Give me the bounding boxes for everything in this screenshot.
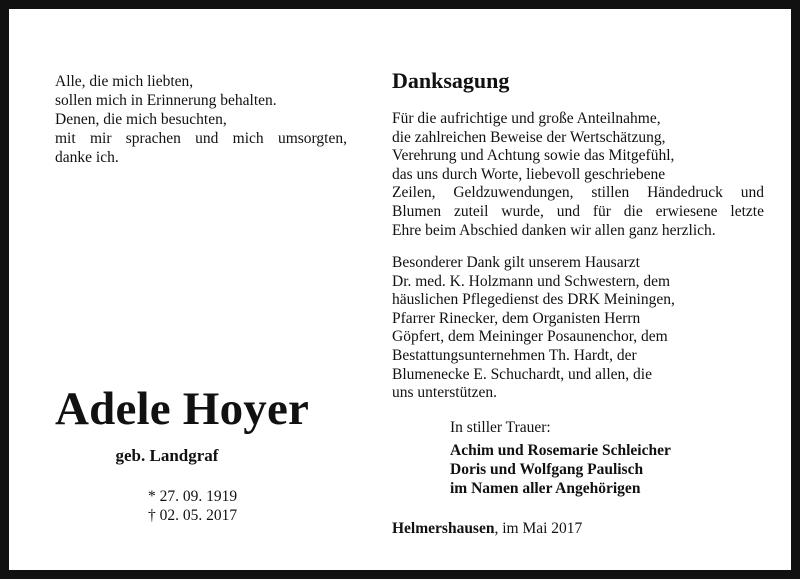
birth-date: * 27. 09. 1919 bbox=[148, 488, 238, 505]
mourner-name: Achim und Rosemarie Schleicher bbox=[450, 442, 671, 459]
death-date: † 02. 05. 2017 bbox=[148, 507, 238, 524]
text-line: Besonderer Dank gilt unserem Hausarzt bbox=[392, 254, 640, 271]
poem-line: danke ich. bbox=[55, 149, 119, 166]
text-line: Ehre beim Abschied danken wir allen ganz herzlich. bbox=[392, 221, 716, 239]
poem-line: sollen mich in Erinnerung behalten. bbox=[55, 92, 277, 109]
poem-line: mit mir sprachen und mich umsorgten, bbox=[55, 130, 347, 147]
thanks-title: Danksagung bbox=[392, 68, 510, 93]
maiden-name: geb. Landgraf bbox=[115, 446, 219, 465]
text-line: Verehrung und Achtung sowie das Mitgefühl, bbox=[392, 147, 675, 165]
memorial-poem bbox=[55, 72, 347, 167]
poem-line: Alle, die mich liebten, bbox=[55, 73, 194, 90]
place-name: Helmershausen bbox=[392, 520, 495, 537]
thanks-paragraph-1 bbox=[392, 110, 764, 240]
text-line: häuslichen Pflegedienst des DRK Meiningen, bbox=[392, 291, 675, 309]
signoff-date: , im Mai 2017 bbox=[494, 520, 583, 537]
text-line: Pfarrer Rinecker, dem Organisten Herrn bbox=[392, 309, 641, 327]
mourner-name: Doris und Wolfgang Paulisch bbox=[450, 461, 644, 478]
text-line: Dr. med. K. Holzmann und Schwestern, dem bbox=[392, 272, 671, 290]
text-line: Blumenecke E. Schuchardt, und allen, die bbox=[392, 365, 652, 383]
text-line: Göpfert, dem Meininger Posaunenchor, dem bbox=[392, 328, 668, 346]
life-dates bbox=[148, 487, 237, 525]
text-line: Blumen zuteil wurde, und für die erwiesene letzte bbox=[392, 202, 764, 220]
text-line: Zeilen, Geldzuwendungen, stillen Händedruck und bbox=[392, 184, 764, 202]
mourning-intro: In stiller Trauer: bbox=[450, 419, 551, 436]
poem-line: Denen, die mich besuchten, bbox=[55, 111, 227, 128]
text-line: die zahlreichen Beweise der Wertschätzung, bbox=[392, 128, 666, 146]
deceased-name: Adele Hoyer bbox=[55, 383, 310, 435]
text-line: Für die aufrichtige und große Anteilnahme, bbox=[392, 110, 661, 127]
text-line: Bestattungsunternehmen Th. Hardt, der bbox=[392, 346, 637, 364]
mourners-list bbox=[450, 441, 671, 498]
mourner-name: im Namen aller Angehörigen bbox=[450, 480, 641, 497]
text-line: uns unterstützen. bbox=[392, 384, 498, 402]
place-date bbox=[392, 519, 582, 538]
text-line: das uns durch Worte, liebevoll geschriebene bbox=[392, 165, 666, 183]
thanks-paragraph-2 bbox=[392, 254, 764, 403]
